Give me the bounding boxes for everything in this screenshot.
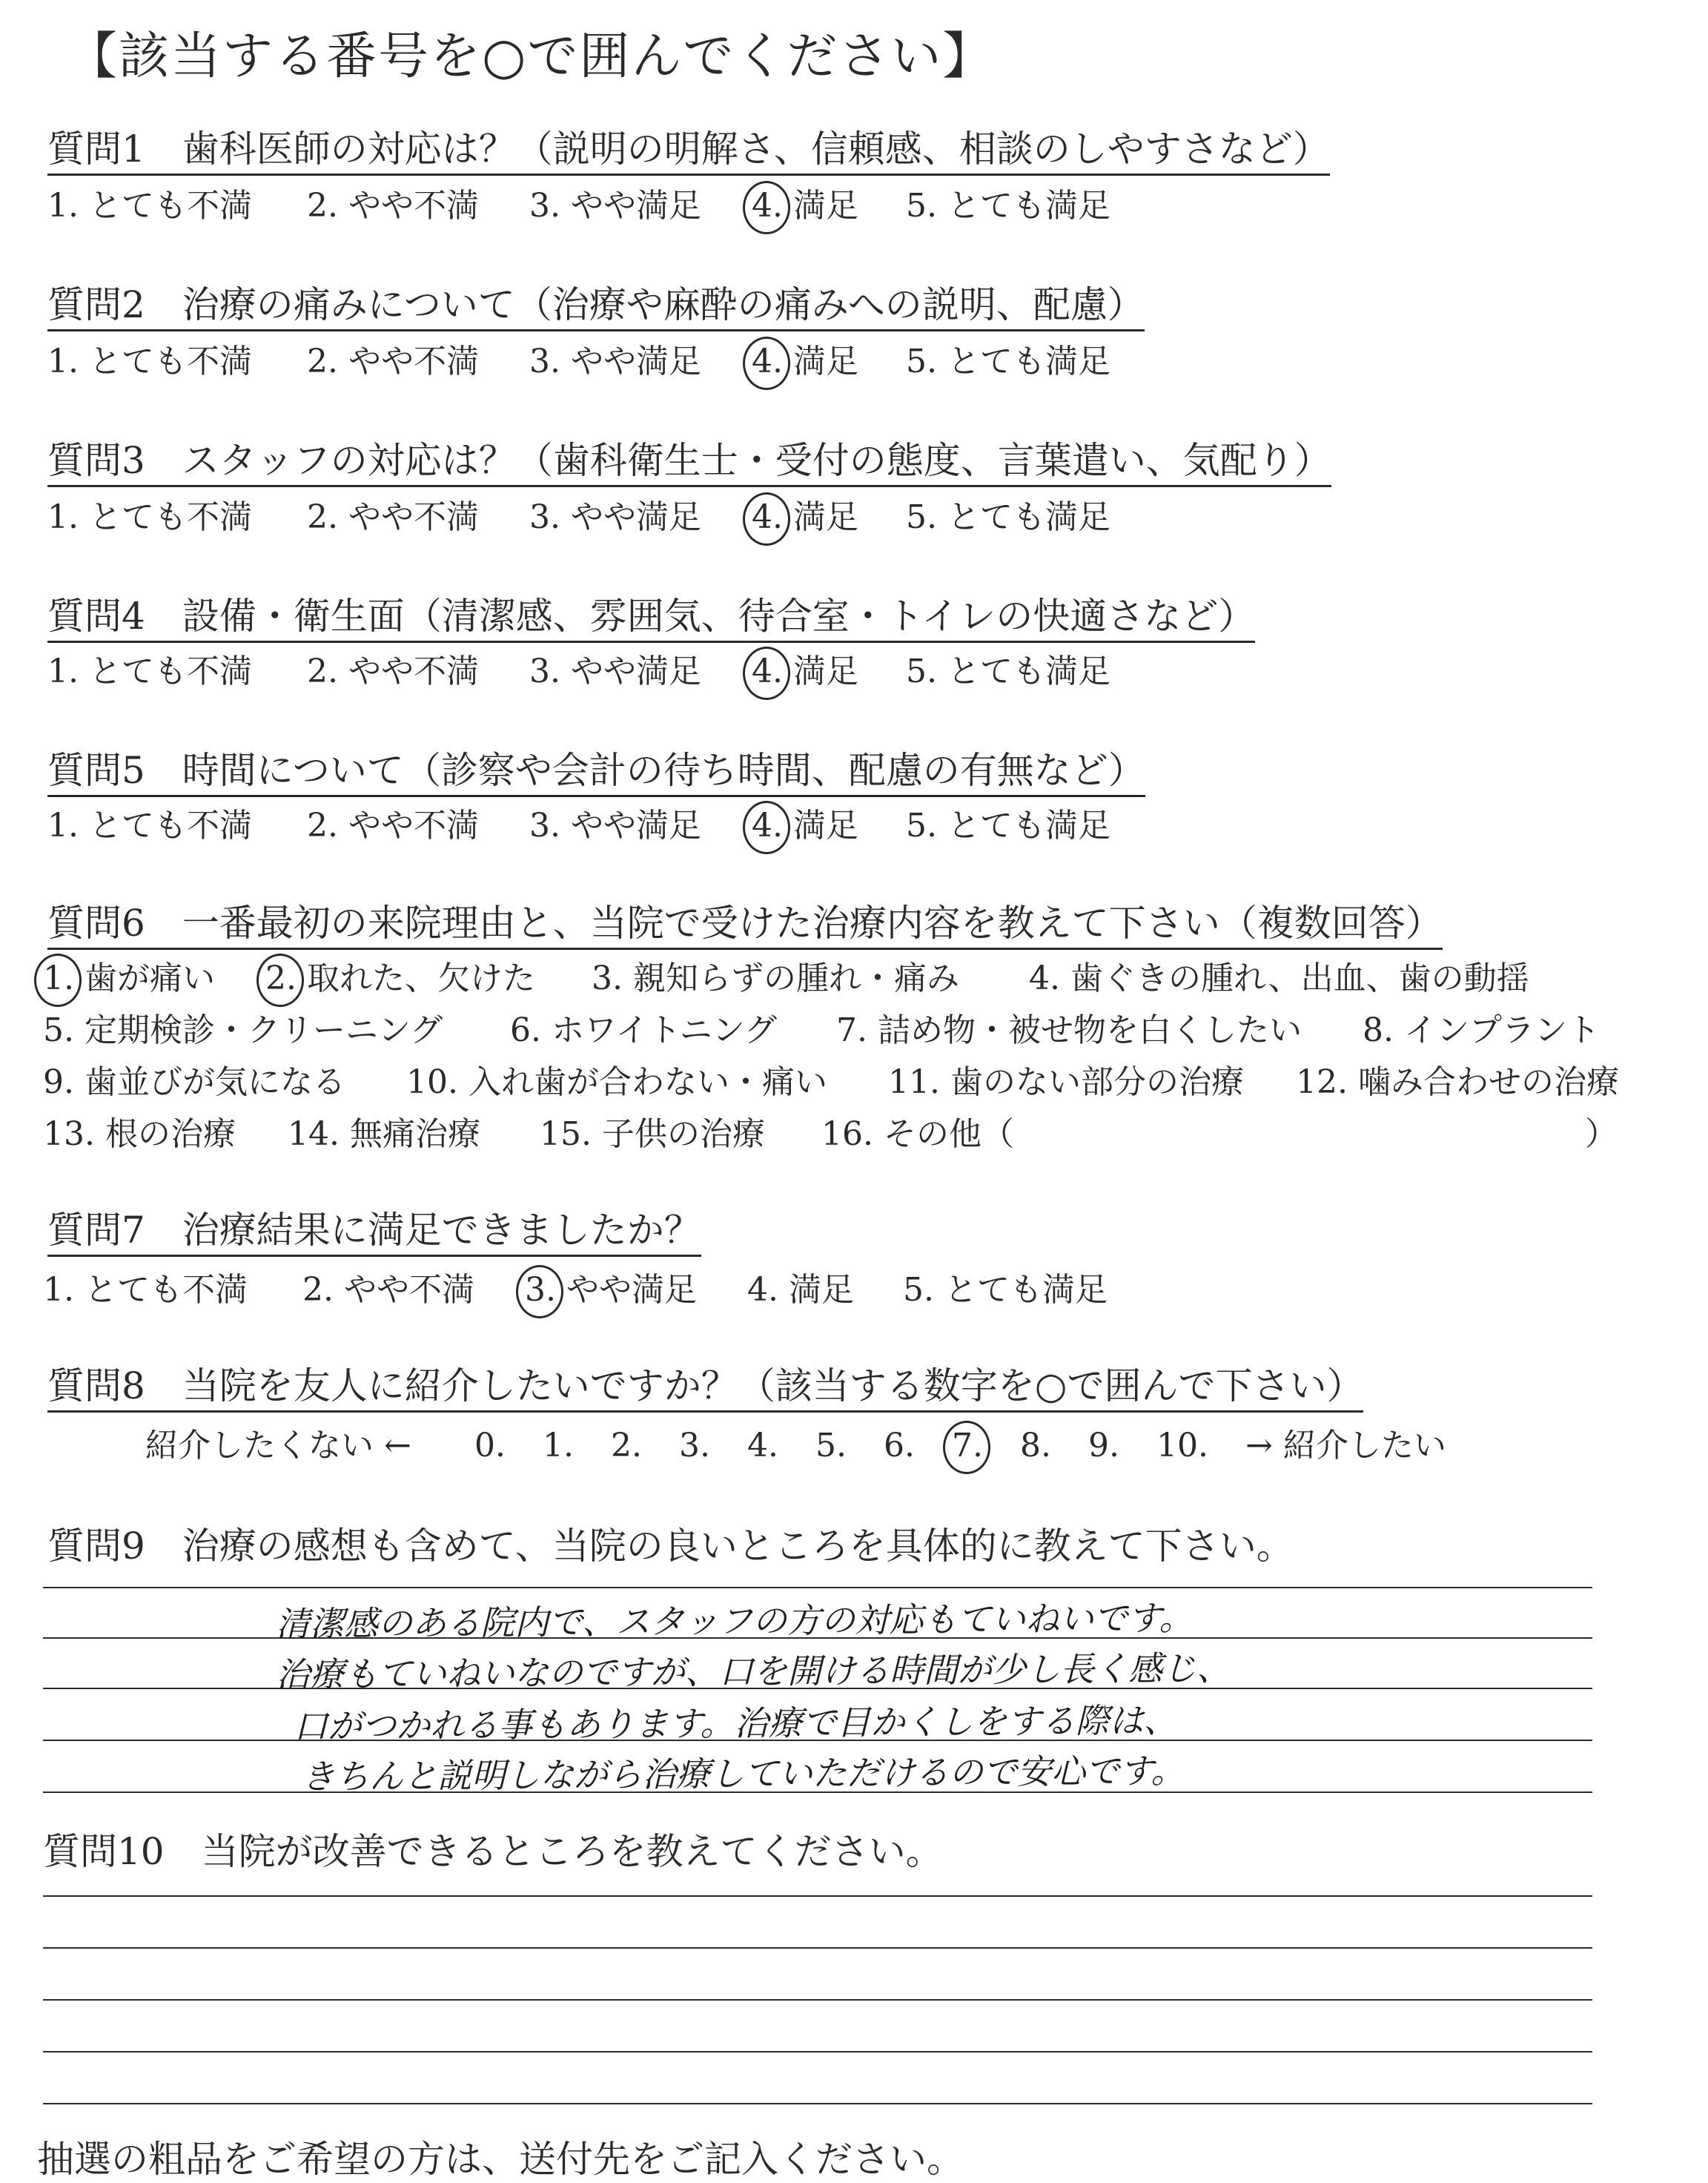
answer-rule [43,1587,1592,1588]
q6-option-3[interactable]: 3. 親知らずの腫れ・痛み [592,960,959,997]
q7-option-2[interactable]: 2. やや不満 [302,1271,474,1309]
question-9-heading: 質問9 治療の感想も含めて、当院の良いところを具体的に教えて下さい。 [47,1525,1294,1568]
question-4-heading: 質問4 設備・衛生面（清潔感、雰囲気、待合室・トイレの快適さなど） [47,593,1255,643]
question-10-heading: 質問10 当院が改善できるところを教えてください。 [43,1830,943,1873]
q7-option-4[interactable]: 4. 満足 [747,1271,854,1309]
q9-answer-line-1[interactable]: 清潔感のある院内で、スタッフの方の対応もていねいです。 [275,1597,1194,1645]
q6-option-7[interactable]: 7. 詰め物・被せ物を白くしたい [836,1011,1302,1049]
q5-option-1[interactable]: 1. とても不満 [47,807,252,845]
q8-scale-6[interactable]: 6. [884,1427,915,1464]
q1-option-5[interactable]: 5. とても満足 [906,187,1110,225]
q6-option-16[interactable]: 16. その他（ [821,1115,1014,1153]
q7-option-5[interactable]: 5. とても満足 [903,1271,1108,1309]
answer-rule [43,1895,1592,1897]
q3-option-2[interactable]: 2. やや不満 [307,498,479,536]
footer-note: 抽選の粗品をご希望の方は、送付先をご記入ください。 [37,2138,964,2181]
q6-option-15[interactable]: 15. 子供の治療 [540,1115,765,1153]
q2-option-2[interactable]: 2. やや不満 [307,343,479,380]
q3-option-5[interactable]: 5. とても満足 [906,498,1110,536]
q4-option-5[interactable]: 5. とても満足 [906,653,1110,690]
question-3-heading: 質問3 スタッフの対応は？（歯科衛生士・受付の態度、言葉遣い、気配り） [47,437,1331,487]
q8-scale-8[interactable]: 8. [1020,1427,1051,1464]
q4-option-3[interactable]: 3. やや満足 [529,653,701,690]
q4-option-1[interactable]: 1. とても不満 [47,653,252,690]
q3-option-4-circled[interactable]: 4. 満足 [752,497,858,538]
q8-scale-9[interactable]: 9. [1088,1427,1119,1464]
q6-option-11[interactable]: 11. 歯のない部分の治療 [888,1063,1244,1101]
q8-scale-10[interactable]: 10. [1156,1427,1208,1464]
q1-option-1[interactable]: 1. とても不満 [47,187,252,225]
q1-option-3[interactable]: 3. やや満足 [529,187,701,225]
q1-option-4-circled[interactable]: 4. 満足 [752,185,858,227]
q5-option-5[interactable]: 5. とても満足 [906,807,1110,845]
q8-scale-7-circled[interactable]: 7. [952,1425,983,1467]
question-2-heading: 質問2 治療の痛みについて（治療や麻酔の痛みへの説明、配慮） [47,282,1145,331]
question-7-heading: 質問7 治療結果に満足できましたか？ [47,1207,701,1257]
q6-option-2-circled[interactable]: 2. 取れた、欠けた [265,958,535,1000]
q6-option-12[interactable]: 12. 噛み合わせの治療 [1296,1063,1619,1101]
q8-scale-1[interactable]: 1. [543,1427,574,1464]
question-6-heading: 質問6 一番最初の来院理由と、当院で受けた治療内容を教えて下さい（複数回答） [47,900,1443,950]
q6-option-14[interactable]: 14. 無痛治療 [288,1115,480,1153]
q2-option-5[interactable]: 5. とても満足 [906,343,1110,380]
q6-option-4[interactable]: 4. 歯ぐきの腫れ、出血、歯の動揺 [1029,960,1529,997]
q2-option-3[interactable]: 3. やや満足 [529,343,701,380]
q7-option-3-circled[interactable]: 3. やや満足 [525,1269,697,1311]
q5-option-3[interactable]: 3. やや満足 [529,807,701,845]
q5-option-2[interactable]: 2. やや不満 [307,807,479,845]
q8-right-label: → 紹介したい [1245,1427,1446,1464]
q4-option-4-circled[interactable]: 4. 満足 [752,651,858,693]
q4-option-2[interactable]: 2. やや不満 [307,653,479,690]
q6-option-10[interactable]: 10. 入れ歯が合わない・痛い [406,1063,827,1101]
q9-answer-line-3[interactable]: 口がつかれる事もあります。治療で目かくしをする際は、 [293,1700,1178,1747]
q8-scale-2[interactable]: 2. [611,1427,642,1464]
q1-option-2[interactable]: 2. やや不満 [307,187,479,225]
q8-scale-0[interactable]: 0. [474,1427,506,1464]
q5-option-4-circled[interactable]: 4. 満足 [752,805,858,847]
page-title: 【該当する番号を○で囲んでください】 [67,27,995,86]
q6-option-13[interactable]: 13. 根の治療 [43,1115,236,1153]
answer-rule [43,2051,1592,2052]
q6-option-8[interactable]: 8. インプラント [1363,1011,1600,1049]
q8-scale-4[interactable]: 4. [747,1427,778,1464]
q9-answer-line-4[interactable]: きちんと説明しながら治療していただけるので安心です。 [300,1750,1185,1797]
answer-rule [43,1999,1592,2001]
q6-option-5[interactable]: 5. 定期検診・クリーニング [43,1011,443,1049]
q6-option-6[interactable]: 6. ホワイトニング [510,1011,778,1049]
question-1-heading: 質問1 歯科医師の対応は？（説明の明解さ、信頼感、相談のしやすさなど） [47,126,1330,176]
q8-scale-5[interactable]: 5. [815,1427,847,1464]
q6-other-close-paren: ） [1585,1115,1618,1153]
q9-answer-line-2[interactable]: 治療もていねいなのですが、口を開ける時間が少し長く感じ、 [275,1648,1231,1695]
answer-rule [43,2103,1592,2104]
q2-option-1[interactable]: 1. とても不満 [47,343,252,380]
q6-option-9[interactable]: 9. 歯並びが気になる [43,1063,345,1101]
question-8-heading: 質問8 当院を友人に紹介したいですか？（該当する数字を○で囲んで下さい） [47,1363,1363,1413]
q6-option-1-circled[interactable]: 1. 歯が痛い [43,958,215,1000]
q2-option-4-circled[interactable]: 4. 満足 [752,341,858,383]
q8-left-label: 紹介したくない ← [145,1427,411,1464]
q8-scale-3[interactable]: 3. [679,1427,710,1464]
q7-option-1[interactable]: 1. とても不満 [43,1271,248,1309]
question-5-heading: 質問5 時間について（診察や会計の待ち時間、配慮の有無など） [47,747,1145,797]
q3-option-3[interactable]: 3. やや満足 [529,498,701,536]
answer-rule [43,1947,1592,1949]
q3-option-1[interactable]: 1. とても不満 [47,498,252,536]
